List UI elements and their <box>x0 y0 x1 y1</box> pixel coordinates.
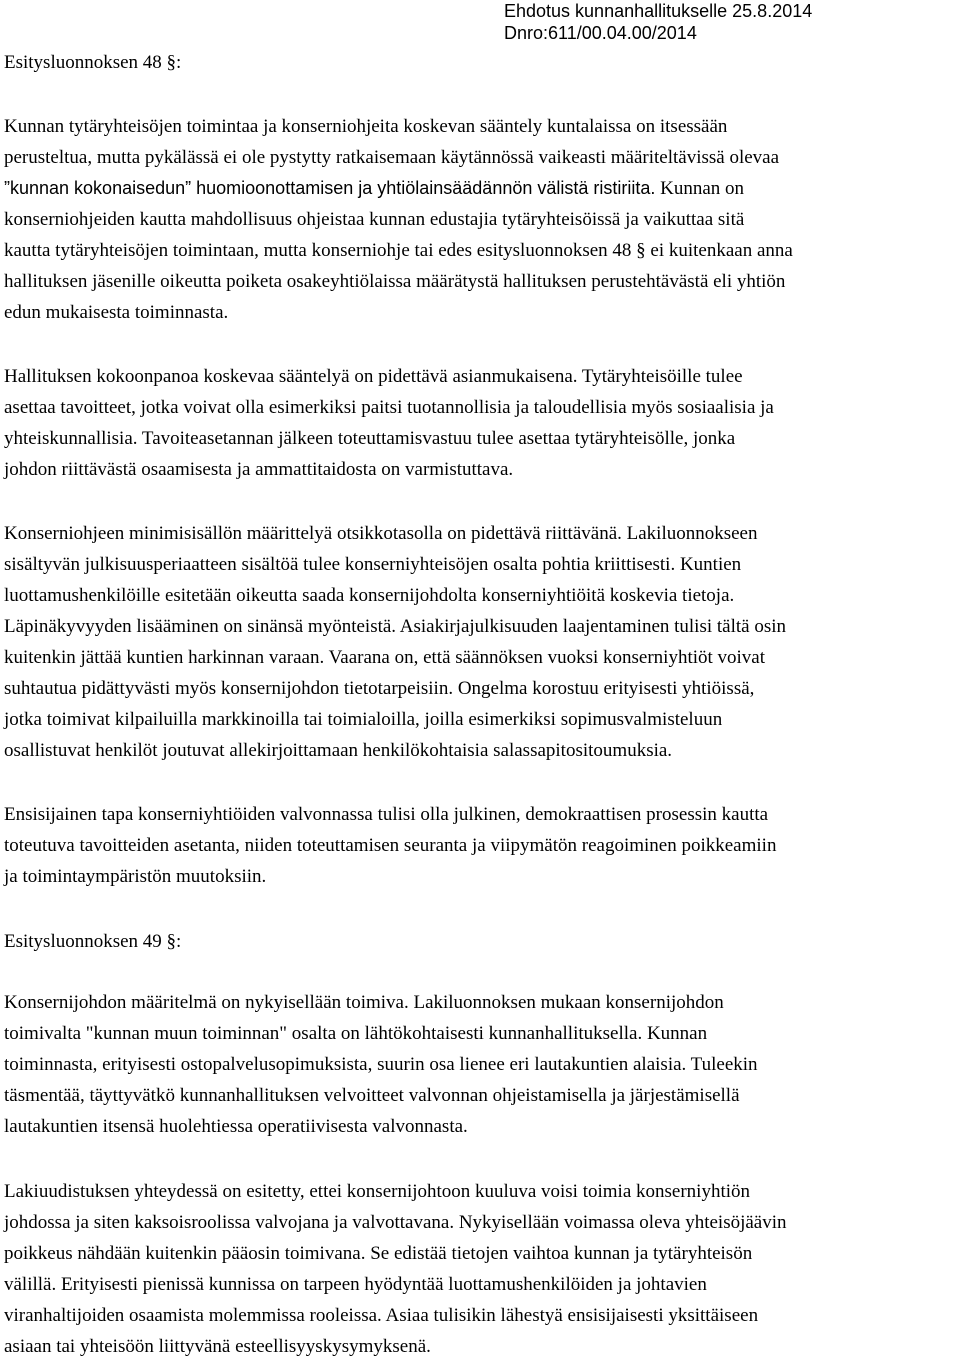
section-48-heading: Esitysluonnoksen 48 §: <box>4 52 182 73</box>
paragraph-line: suhtautua pidättyvästi myös konsernijohdon tietotarpeisiin. Ongelma korostuu erityisesti yhtiöissä, <box>4 678 755 699</box>
paragraph-line: Konserniohjeen minimisisällön määrittelyä otsikkotasolla on pidettävä riittävänä. Lakiluonnokseen <box>4 523 758 544</box>
paragraph-line: konserniohjeiden kautta mahdollisuus ohjeistaa kunnan edustajia tytäryhteisöissä ja vaikuttaa sitä <box>4 209 745 230</box>
paragraph-line: välillä. Erityisesti pienissä kunnissa on tarpeen hyödyntää luottamushenkilöiden ja johtavien <box>4 1274 707 1295</box>
paragraph-6 <box>4 1176 956 1362</box>
paragraph-line: jotka toimivat kilpailuilla markkinoilla tai toimialoilla, joilla esimerkiksi sopimusvalmisteluun <box>4 709 723 730</box>
paragraph-line: johdossa ja siten kaksoisroolissa valvojana ja valvottavana. Nykyisellään voimassa oleva yhteisöjäävin <box>4 1212 787 1233</box>
paragraph-line-cont: Kunnan on <box>655 178 745 199</box>
paragraph-line: toteutuva tavoitteiden asetanta, niiden toteuttamisen seuranta ja viipymätön reagoiminen poikkeamiin <box>4 835 777 856</box>
header-right <box>504 0 812 44</box>
paragraph-line: kautta tytäryhteisöjen toimintaan, mutta konserniohje tai edes esitysluonnoksen 48 § ei kuitenkaan anna <box>4 240 793 261</box>
paragraph-line <box>4 173 956 204</box>
paragraph-line: täsmentää, täyttyvätkö kunnanhallituksen velvoitteet valvonnan ohjeistamisella ja järjestämisellä <box>4 1085 740 1106</box>
paragraph-line: Läpinäkyvyyden lisääminen on sinänsä myönteistä. Asiakirjajulkisuuden laajentaminen tulisi tältä osin <box>4 616 787 637</box>
paragraph-line: Konsernijohdon määritelmä on nykyisellään toimiva. Lakiluonnoksen mukaan konsernijohdon <box>4 992 724 1013</box>
paragraph-3 <box>4 518 956 766</box>
paragraph-line: toimivalta "kunnan muun toiminnan" osalta on lähtökohtaisesti kunnanhallituksella. Kunnan <box>4 1023 708 1044</box>
paragraph-5 <box>4 987 956 1142</box>
paragraph-line: Ensisijainen tapa konserniyhtiöiden valvonnassa tulisi olla julkinen, demokraattisen prosessin kautta <box>4 804 769 825</box>
paragraph-line: yhteiskunnallisia. Tavoiteasetannan jälkeen toteuttamisvastuu tulee asettaa tytäryhteisölle, jonka <box>4 428 736 449</box>
paragraph-line: asiaan tai yhteisöön liittyvänä esteellisyyskysymyksenä. <box>4 1336 431 1357</box>
paragraph-line: poikkeus nähdään kuitenkin pääosin toimivana. Se edistää tietojen vaihtoa kunnan ja tytäryhteisön <box>4 1243 753 1264</box>
paragraph-line: edun mukaisesta toiminnasta. <box>4 302 229 323</box>
paragraph-line: ja toimintaympäristön muutoksiin. <box>4 866 267 887</box>
paragraph-1 <box>4 111 956 328</box>
dnro-number: Dnro:611/00.04.00/2014 <box>504 23 697 43</box>
paragraph-line: luottamushenkilöille esitetään oikeutta saada konsernijohdolta konserniyhtiöitä koskevia tietoja. <box>4 585 735 606</box>
paragraph-4 <box>4 799 956 892</box>
paragraph-2 <box>4 361 956 485</box>
paragraph-line: asettaa tavoitteet, jotka voivat olla esimerkiksi paitsi tuotannollisia ja taloudellisia myös sosiaalisia ja <box>4 397 774 418</box>
paragraph-line: lautakuntien itsensä huolehtiessa operatiivisesta valvonnasta. <box>4 1116 468 1137</box>
paragraph-line: sisältyvän julkisuusperiaatteen sisältöä tulee konserniyhteisöjen osalta pohtia kriittisesti. Kuntien <box>4 554 742 575</box>
paragraph-line: viranhaltijoiden osaamista molemmissa rooleissa. Asiaa tulisikin lähestyä ensisijaisesti yksittäiseen <box>4 1305 759 1326</box>
paragraph-line: hallituksen jäsenille oikeutta poiketa osakeyhtiölaissa määrätystä hallituksen perustehtävästä eli yhtiön <box>4 271 786 292</box>
paragraph-line-sans: ”kunnan kokonaisedun” huomioonottamisen ja yhtiölainsäädännön välistä ristiriita. <box>4 178 656 198</box>
paragraph-line: perusteltua, mutta pykälässä ei ole pystytty ratkaisemaan käytännössä vaikeasti määriteltävissä olevaa <box>4 147 780 168</box>
paragraph-line: osallistuvat henkilöt joutuvat allekirjoittamaan henkilökohtaisia salassapitositoumuksia. <box>4 740 673 761</box>
paragraph-line: Hallituksen kokoonpanoa koskevaa sääntelyä on pidettävä asianmukaisena. Tytäryhteisöille tulee <box>4 366 743 387</box>
proposal-date: Ehdotus kunnanhallitukselle 25.8.2014 <box>504 1 813 21</box>
paragraph-line: Lakiuudistuksen yhteydessä on esitetty, ettei konsernijohtoon kuuluva voisi toimia konserniyhtiön <box>4 1181 751 1202</box>
section-49-heading: Esitysluonnoksen 49 §: <box>4 931 182 952</box>
paragraph-line: toiminnasta, erityisesti ostopalvelusopimuksista, suurin osa lienee eri lautakuntien alaisia. Tuleekin <box>4 1054 758 1075</box>
paragraph-line: johdon riittävästä osaamisesta ja ammattitaidosta on varmistuttava. <box>4 459 514 480</box>
paragraph-line: Kunnan tytäryhteisöjen toimintaa ja konserniohjeita koskevan sääntely kuntalaissa on itsessään <box>4 116 728 137</box>
paragraph-line: kuitenkin jättää kuntien harkinnan varaan. Vaarana on, että säännöksen vuoksi konserniyhtiöt voivat <box>4 647 766 668</box>
